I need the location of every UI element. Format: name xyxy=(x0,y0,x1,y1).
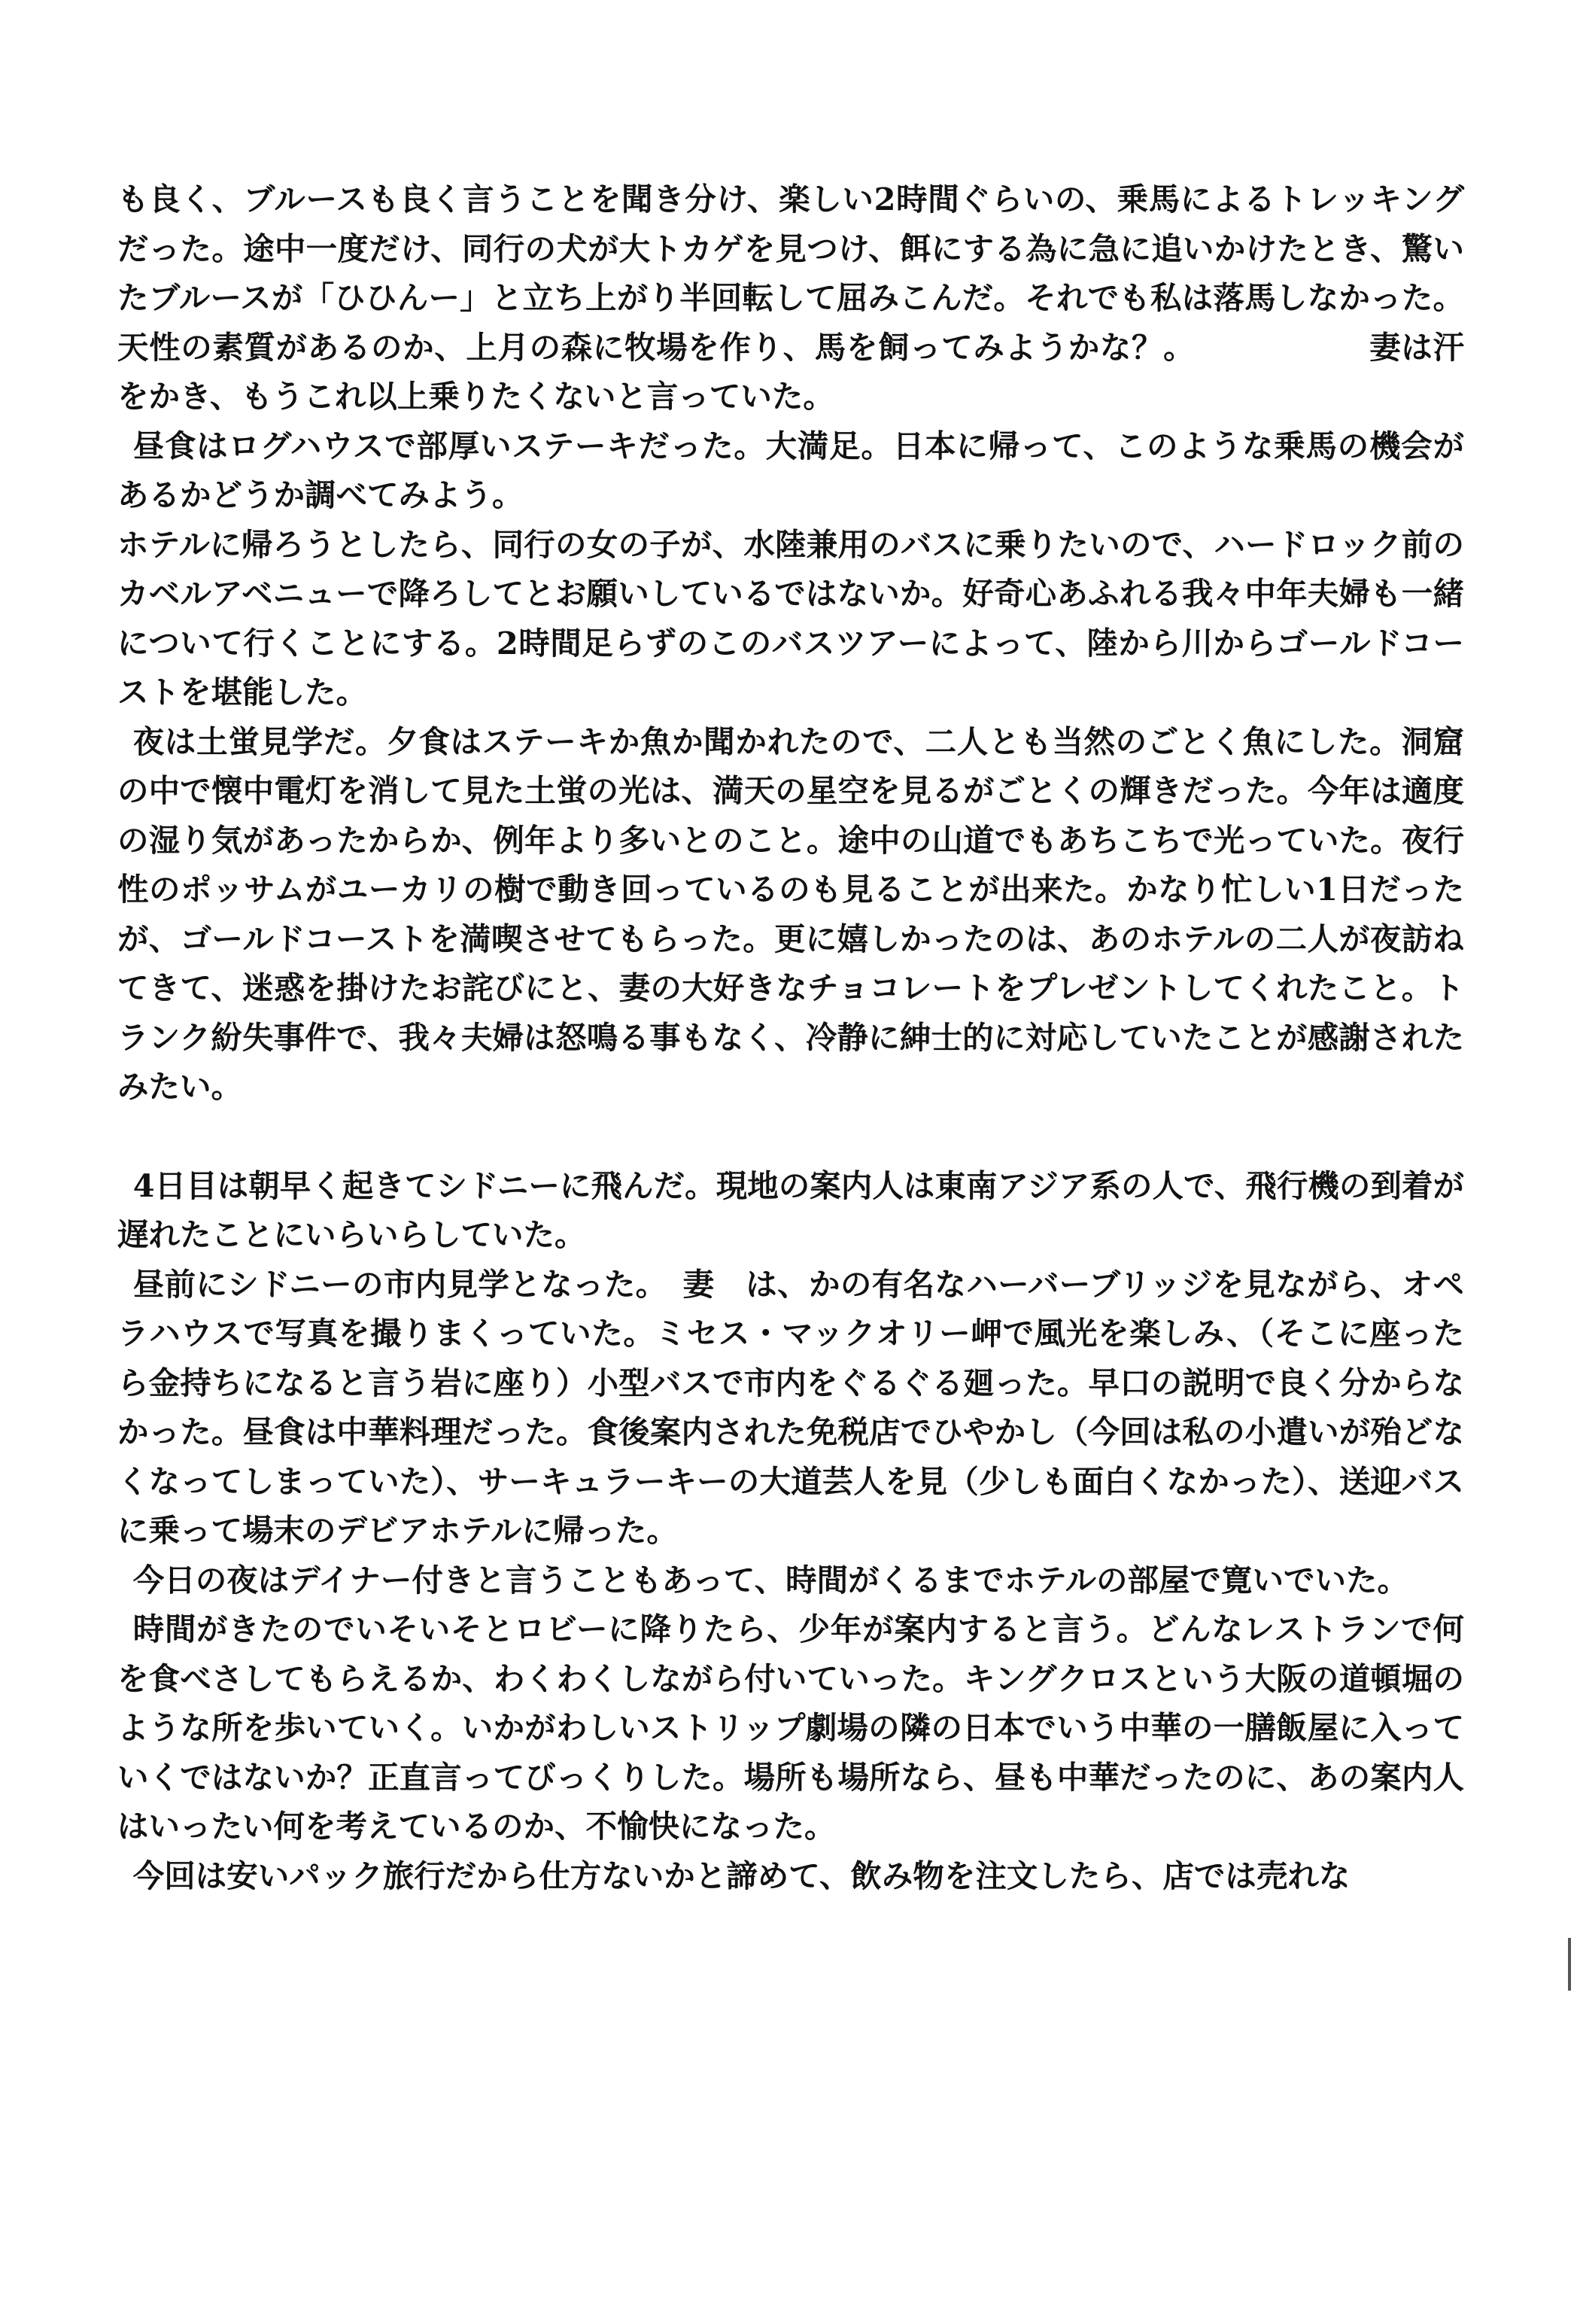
paragraph-3: ホテルに帰ろうとしたら、同行の女の子が、水陸兼用のバスに乗りたいので、ハードロック前のカベルアベニューで降ろしてとお願いしているではないか。好奇心あふれる我々中年夫婦も一緒について行くことにする。2時間足らずのこのバスツアーによって、陸から川からゴールドコーストを堪能した。 xyxy=(117,525,1464,710)
paragraph-9: 今回は安いパック旅行だから仕方ないかと諦めて、飲み物を注文したら、店では売れな xyxy=(132,1857,1351,1894)
paragraph-6: 昼前にシドニーの市内見学となった。 妻 は、かの有名なハーバーブリッジを見ながら、オペラハウスで写真を撮りまくっていた。ミセス・マックオリー岬で風光を楽しみ、（そこに座ったら金持ちになると言う岩に座り）小型バスで市内をぐるぐる廻った。早口の説明で良く分からなかった。昼食は中華料理だった。食後案内された免税店でひやかし（今回は私の小遣いが殆どなくなってしまっていた）、サーキュラーキーの大道芸人を見（少しも面白くなかった）、送迎バスに乗って場末のデビアホテルに帰った。 xyxy=(117,1265,1464,1549)
paragraph-7: 今日の夜はデイナー付きと言うこともあって、時間がくるまでホテルの部屋で寛いでいた。 xyxy=(132,1561,1409,1599)
body-text xyxy=(117,175,1464,1900)
section-divider xyxy=(117,1112,1464,1161)
margin-mark xyxy=(1568,1938,1571,1991)
paragraph-5: 4日目は朝早く起きてシドニーに飛んだ。現地の案内人は東南アジア系の人で、飛行機の到着が遅れたことにいらいらしていた。 xyxy=(117,1167,1464,1253)
paragraph-1: も良く、ブルースも良く言うことを聞き分け、楽しい2時間ぐらいの、乗馬によるトレッキングだった。途中一度だけ、同行の犬が大トカゲを見つけ、餌にする為に急に追いかけたとき、驚いたブルースが「ひひんー」と立ち上がり半回転して屈みこんだ。それでも私は落馬しなかった。天性の素質があるのか、上月の森に牧場を作り、馬を飼ってみようかな？。 妻は汗をかき、もうこれ以上乗りたくないと言っていた。 xyxy=(117,181,1464,415)
paragraph-4: 夜は土蛍見学だ。夕食はステーキか魚か聞かれたので、二人とも当然のごとく魚にした。洞窟の中で懐中電灯を消して見た土蛍の光は、満天の星空を見るがごとくの輝きだった。今年は適度の湿り気があったからか、例年より多いとのこと。途中の山道でもあちこちで光っていた。夜行性のポッサムがユーカリの樹で動き回っているのも見ることが出来た。かなり忙しい1日だったが、ゴールドコーストを満喫させてもらった。更に嬉しかったのは、あのホテルの二人が夜訪ねてきて、迷惑を掛けたお詫びにと、妻の大好きなチョコレートをプレゼントしてくれたこと。トランク紛失事件で、我々夫婦は怒鳴る事もなく、冷静に紳士的に対応していたことが感謝されたみたい。 xyxy=(117,722,1464,1105)
paragraph-8: 時間がきたのでいそいそとロビーに降りたら、少年が案内すると言う。どんなレストランで何を食べさしてもらえるか、わくわくしながら付いていった。キングクロスという大阪の道頓堀のような所を歩いていく。いかがわしいストリップ劇場の隣の日本でいう中華の一膳飯屋に入っていくではないか？正直言ってびっくりした。場所も場所なら、昼も中華だったのに、あの案内人はいったい何を考えているのか、不愉快になった。 xyxy=(117,1611,1464,1845)
paragraph-2: 昼食はログハウスで部厚いステーキだった。大満足。日本に帰って、このような乗馬の機会があるかどうか調べてみよう。 xyxy=(117,427,1464,513)
